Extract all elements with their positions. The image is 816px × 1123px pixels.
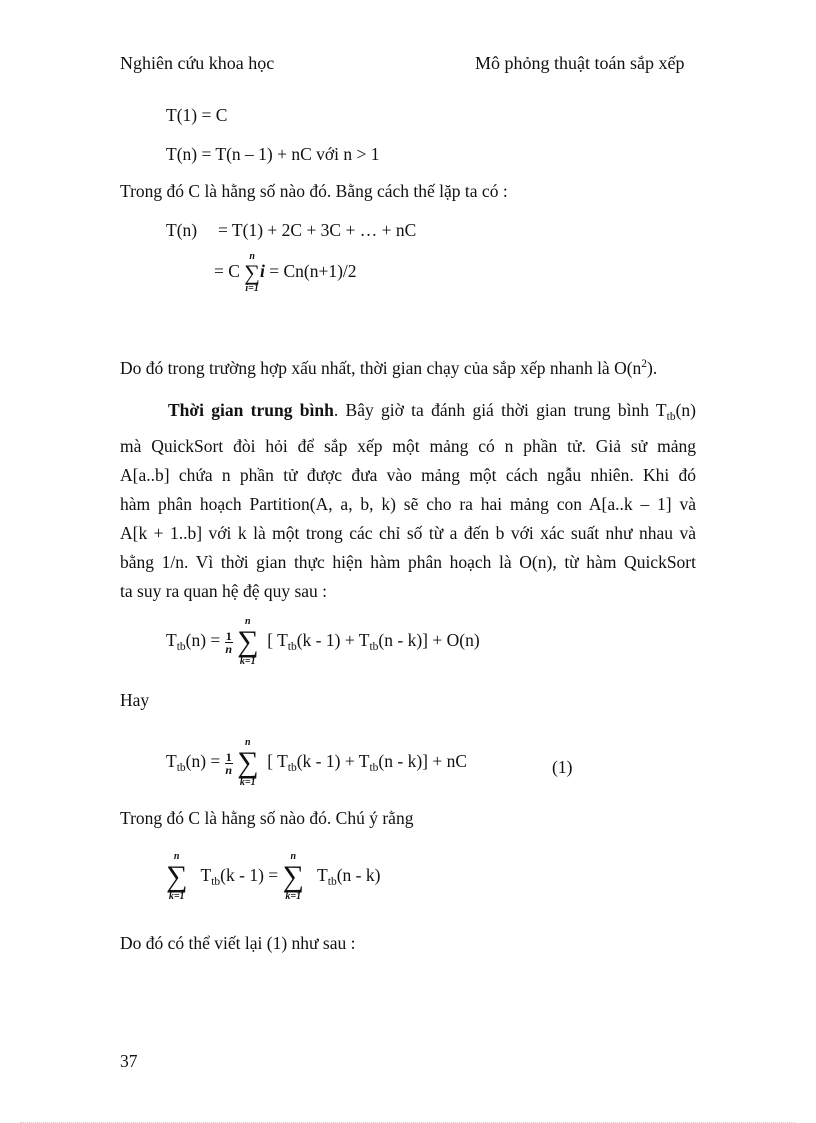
rec2-sum-bot: k=1 [239,777,256,788]
paragraph-note: Trong đó C là hằng số nào đó. Chú ý rằng [120,808,414,828]
paragraph-worst-case [120,358,657,379]
sigma-icon: ∑ [282,860,304,893]
paragraph-average-time [120,396,696,606]
equation-t1: T(1) = C [166,105,228,125]
sum-k-to-n [237,738,258,788]
rec1-b3: (n - k)] + O(n) [378,630,480,651]
sum-variable: i [259,261,265,282]
rec2-sub-2: tb [287,762,297,775]
symm-sub-2: tb [327,876,337,889]
rec1-lhs-end: (n) = [185,630,221,651]
worst-case-text: Do đó trong trường hợp xấu nhất, thời gian chạy của sắp xếp nhanh là O(n [120,358,642,378]
expansion-lhs: T(n) [166,220,198,240]
rec2-lhs-end: (n) = [185,751,221,772]
recurrence-average-nc [166,738,467,788]
fraction-one-over-n [225,630,233,655]
symm-sum-top-2: n [290,851,296,862]
rec2-T: T [166,751,177,772]
rec2-sub-3: tb [369,762,379,775]
rec2-b1: [ T [267,751,288,772]
symmetry-equation [166,852,380,902]
sigma-icon: ∑ [237,625,259,658]
rec1-b2: (k - 1) + T [296,630,370,651]
word-hay: Hay [120,690,150,710]
rec1-sub-3: tb [369,641,379,654]
rec1-frac-num: 1 [225,628,232,643]
avg-line-5: A[k + 1..b] với k là một trong các chỉ số từ a đến b với xác suất như nhau và [120,523,696,543]
equation-label-1: (1) [552,757,573,777]
symm-T-2: T [317,865,328,886]
avg-line-1-sub: tb [666,411,676,423]
rec2-frac-num: 1 [225,749,232,764]
rec2-b2: (k - 1) + T [296,751,370,772]
sigma-icon: ∑ [244,260,260,285]
symm-left-end: (k - 1) = [220,865,279,886]
paragraph-rewrite: Do đó có thể viết lại (1) như sau : [120,933,356,953]
rec1-sub-2: tb [287,641,297,654]
symm-T-1: T [200,865,212,886]
rec1-frac-den: n [225,641,233,656]
page-number: 37 [120,1051,138,1071]
avg-line-6: bằng 1/n. Vì thời gian thực hiện hàm phân hoạch là O(n), từ hàm QuickSort [120,552,696,572]
avg-line-1 [120,396,696,432]
sum-expansion [244,252,260,294]
expansion-line-1: = T(1) + 2C + 3C + … + nC [218,220,417,240]
sum-k-to-n [237,617,258,667]
rec2-sum-top: n [244,737,251,748]
avg-line-1-text: . Bây giờ ta đánh giá thời gian trung bình T [333,400,667,420]
rec1-sum-bot: k=1 [239,656,256,667]
worst-case-end: ). [647,358,658,378]
equation-tn: T(n) = T(n – 1) + nC với n > 1 [166,144,380,164]
rec2-b3: (n - k)] + nC [378,751,468,772]
symm-sum-top-1: n [173,851,180,862]
rec1-b1: [ T [267,630,288,651]
symm-sum-bot-2: k=1 [285,891,302,902]
avg-line-2: mà QuickSort đòi hỏi để sắp xếp một mảng có n phần tử. Giả sử mảng [120,436,696,456]
expansion-prefix: = C [214,261,240,282]
rec1-T: T [166,630,177,651]
rec1-sum-top: n [244,616,251,627]
avg-line-3: A[a..b] chứa n phần tử được đưa vào mảng một cách ngẫu nhiên. Khi đó [120,465,696,485]
rec2-frac-den: n [225,762,233,777]
avg-line-1-end: (n) [675,400,696,420]
avg-line-4: hàm phân hoạch Partition(A, a, b, k) sẽ cho ra hai mảng con A[a..k – 1] và [120,494,696,514]
symm-right-end: (n - k) [336,865,381,886]
worst-case-exponent: 2 [641,358,648,370]
avg-line-7: ta suy ra quan hệ đệ quy sau : [120,581,328,601]
sum-k-to-n [166,852,187,902]
running-header-right: Mô phỏng thuật toán sắp xếp [475,53,685,73]
sigma-icon: ∑ [237,746,259,779]
expansion-line-2 [214,252,357,294]
avg-title: Thời gian trung bình [168,400,334,420]
sum-upper-limit: n [249,251,255,262]
sum-lower-limit: i=1 [245,283,259,294]
fraction-one-over-n [225,751,233,776]
rec2-sub: tb [176,762,186,775]
rec1-sub: tb [176,641,186,654]
sum-k-to-n [283,852,304,902]
symm-sum-bot-1: k=1 [168,891,185,902]
paragraph-iteration-intro: Trong đó C là hằng số nào đó. Bằng cách thế lặp ta có : [120,181,508,201]
expansion-result: = Cn(n+1)/2 [269,261,357,282]
running-header-left: Nghiên cứu khoa học [120,53,275,73]
sigma-icon: ∑ [166,860,188,893]
recurrence-average [166,617,480,667]
symm-sub-1: tb [211,876,221,889]
